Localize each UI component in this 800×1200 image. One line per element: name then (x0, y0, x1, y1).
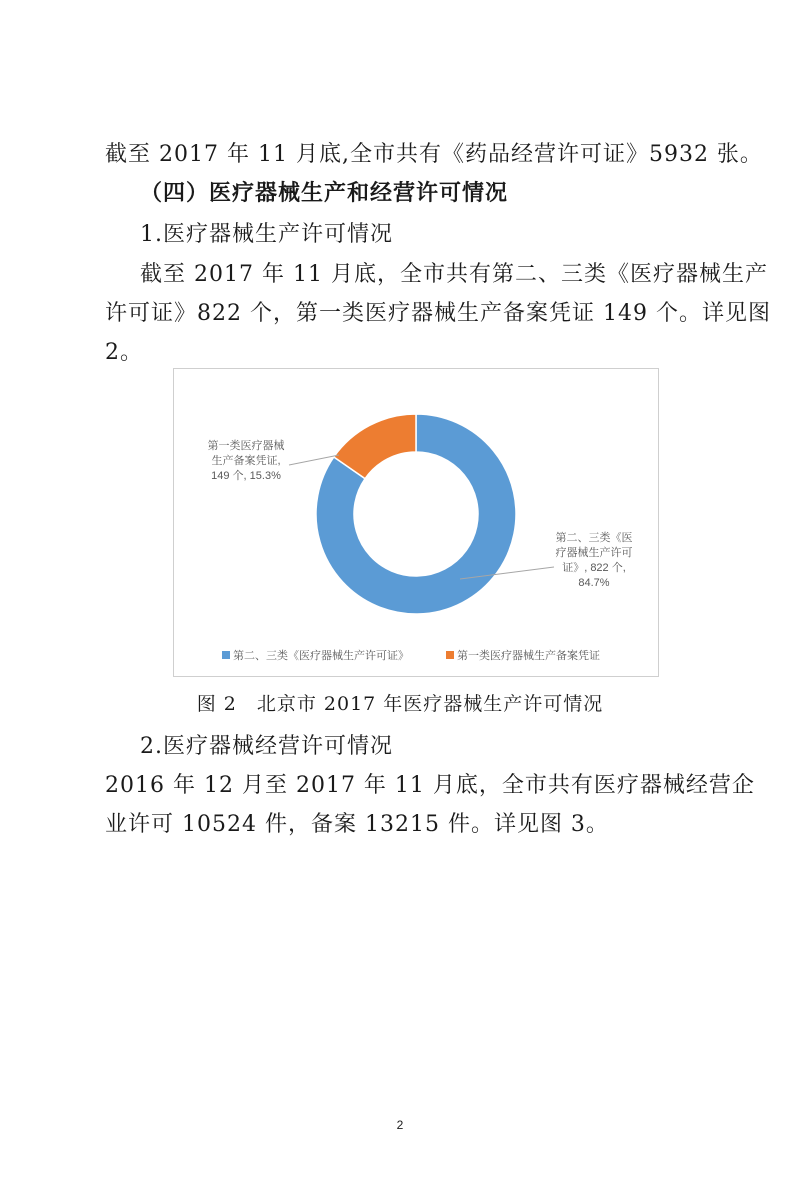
figure-caption: 图 2 北京市 2017 年医疗器械生产许可情况 (196, 693, 604, 715)
data-label-1: 第二、三类《医疗器械生产许可证》, 822 个, 84.7% (555, 532, 633, 589)
subsection-heading-1: 1.医疗器械生产许可情况 (140, 222, 393, 247)
paragraph-production-line2: 许可证》822 个，第一类医疗器械生产备案凭证 149 个。详见图 (105, 301, 771, 326)
paragraph-business-line1: 2016 年 12 月至 2017 年 11 月底，全市共有医疗器械经营企 (105, 773, 755, 798)
paragraph-production-line1: 截至 2017 年 11 月底，全市共有第二、三类《医疗器械生产 (140, 262, 768, 287)
page-number: 2 (396, 1118, 404, 1132)
paragraph-license-count: 截至 2017 年 11 月底,全市共有《药品经营许可证》5932 张。 (105, 142, 763, 167)
chart-figure-2 (173, 368, 659, 677)
legend-swatch-2 (446, 651, 454, 659)
legend-label-2: 第一类医疗器械生产备案凭证 (457, 650, 600, 662)
data-label-2: 第一类医疗器械生产备案凭证, 149 个, 15.3% (207, 440, 285, 482)
section-heading-4: （四）医疗器械生产和经营许可情况 (140, 180, 509, 206)
subsection-heading-2: 2.医疗器械经营许可情况 (140, 734, 393, 759)
paragraph-production-line3: 2。 (105, 340, 143, 365)
paragraph-business-line2: 业许可 10524 件，备案 13215 件。详见图 3。 (105, 812, 609, 837)
legend-swatch-1 (222, 651, 230, 659)
donut-chart (174, 369, 658, 676)
legend-label-1: 第二、三类《医疗器械生产许可证》 (233, 650, 409, 662)
